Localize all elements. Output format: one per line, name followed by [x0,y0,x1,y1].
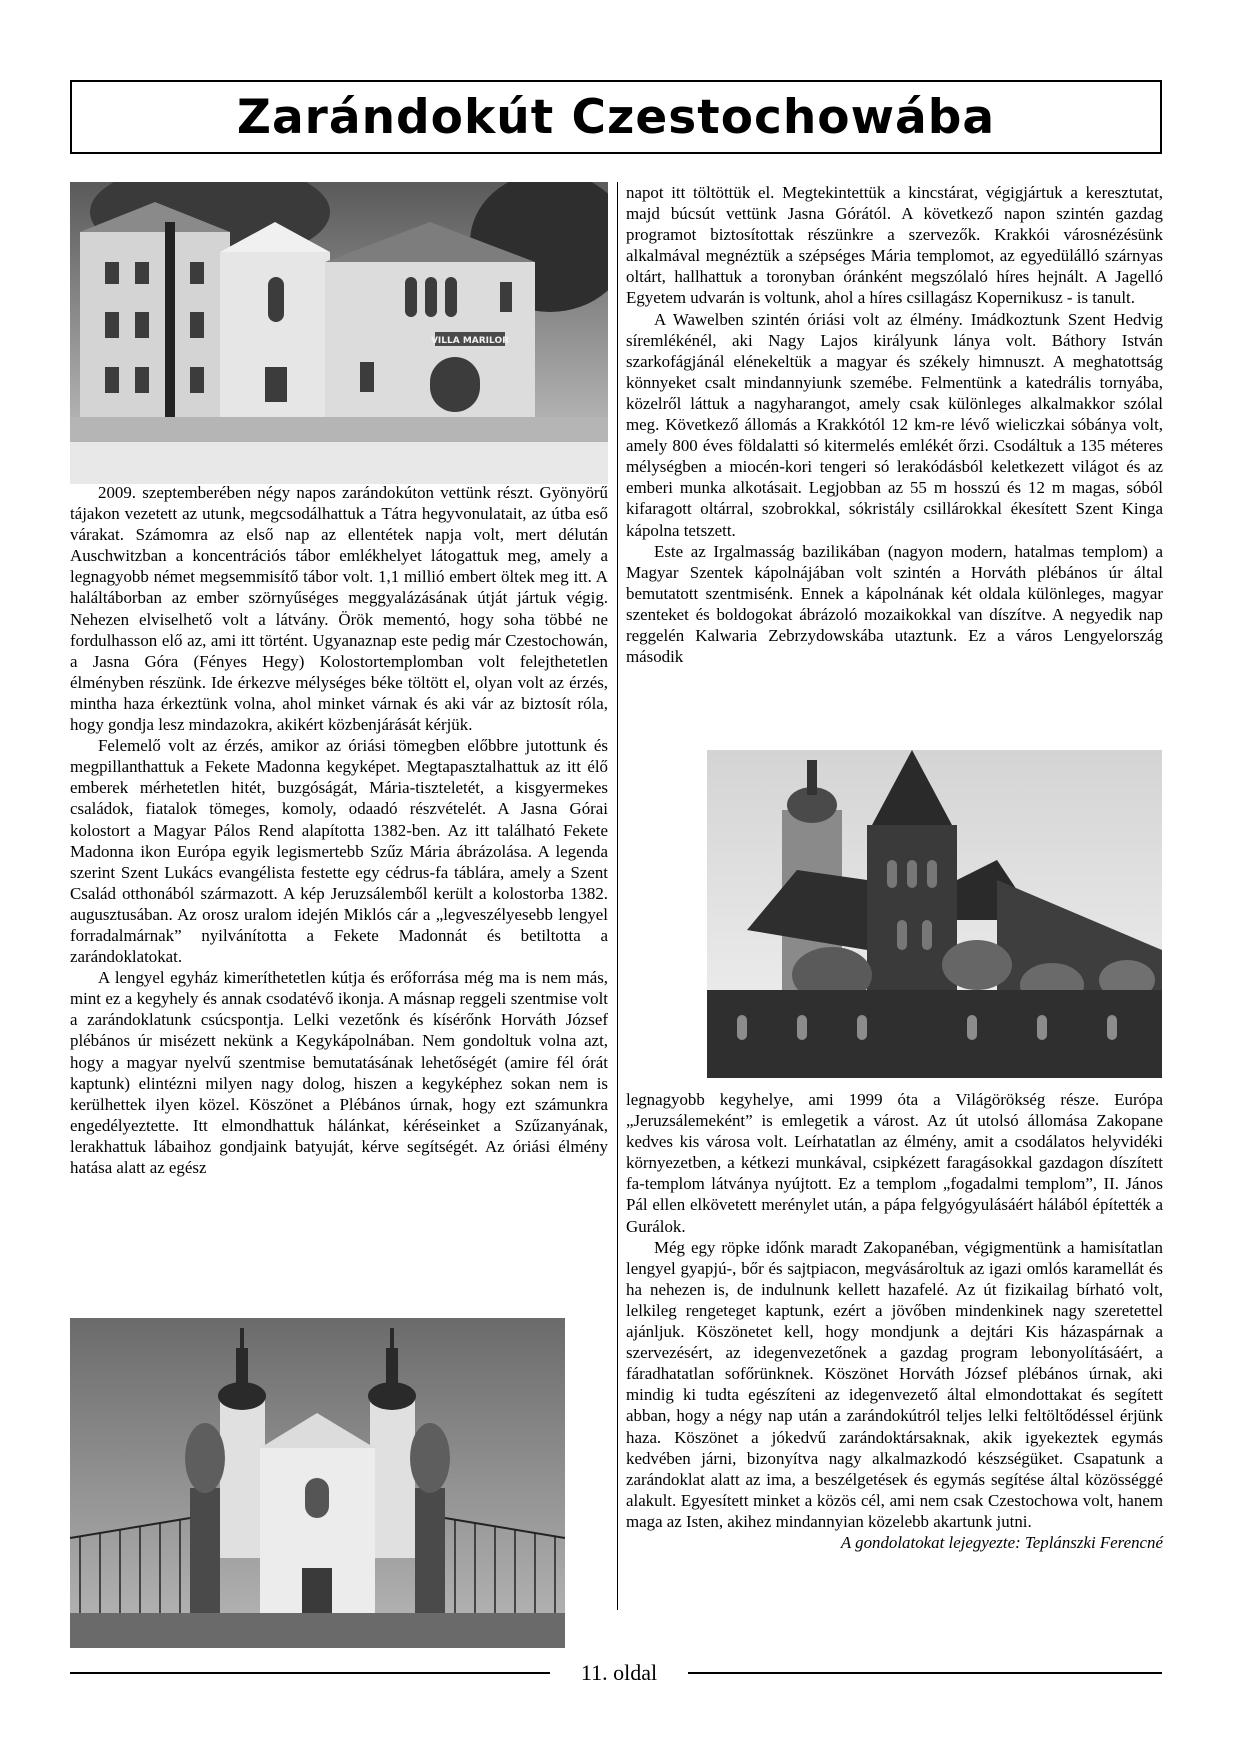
paragraph: napot itt töltöttük el. Megtekintettük a kincstárat, végigjártuk a keresztutat, majd búcsút vettünk Jasna Górától. A következő napon szintén gazdag programot biztosítottak részünkre a szervezők. Krakkói városnézésünk alkalmával megnéztük a szépséges Mária templomot, az egyedülálló szárnyas oltárt, hallhattuk a toronyban óránként megszólaló híres hejnált. A Jagelló Egyetem udvarán is voltunk, ahol a híres csillagász Kopernikusz - is tanult. [626,183,1163,308]
footer-rule-left [70,1672,550,1674]
paragraph: A Wawelben szintén óriási volt az élmény. Imádkoztunk Szent Hedvig síremlékénél, aki Nagy Lajos királyunk lánya volt. Báthory István szarkofágjánál elénekeltük a magyar és székely himnuszt. A meghatottság könnyeket csalt mindannyiunk szemébe. Felmentünk a katedrális tornyába, közelről láttuk a nagyharangot, amely csak különleges alkalmakkor szólal meg. Következő állomás a Krakkótól 12 km-re lévő wieliczkai sóbánya volt, amely 800 éves földalatti só kitermelés emlékét őrzi. Csodáltuk a 135 méteres mélységben a miocén-kori tengeri só lerakódásból keletkezett világot és az emberi munka alkotásait. Legjobban az 55 m hosszú és 12 m magas, sóból kifaragott oltárral, szobrokkal, sókristály csillárokkal ékesített Szent Kinga kápolna tetszett. [626,309,1163,540]
column-divider [617,182,618,1610]
paragraph: Még egy röpke időnk maradt Zakopanéban, végigmentünk a hamisítatlan lengyel gyapjú-, bőr és sajtpiacon, megvásároltuk az igazi omlós karamellát és ha nehezen is, de indulnunk kellett hazafelé. Az út fizikailag bírható volt, lelkileg rengeteget kaptunk, ezért a jövőben mindenkinek nagy szeretettel ajánljuk. Köszönetet kell, hogy mondjunk a dejtári Kis házaspárnak a szervezésért, az idegenvezetőnek a gazdag program lebonyolításáért, a fáradhatatlan sofőrünknek. Köszönet Horváth József plébános úrnak, aki mindig ki tudta egészíteni az idegenvezető által elmondottakat és segített abban, hogy a négy nap után a zarándokútról teljes lelki feltöltődéssel érjünk haza. Köszönet a jókedvű zarándoktársaknak, akik igyekeztek egymás kedvében járni, bizonyítva nagy alkalmazkodó készségüket. Csapatunk a zarándoklat alatt az ima, a beszélgetések és egymás segítése által közösséggé alakult. Egyesített minket a közös cél, ami nem csak Czestochowa volt, hanem maga az Isten, akihez mindannyian közelebb akartunk jutni. [626,1237,1163,1531]
paragraph: A lengyel egyház kimeríthetetlen kútja és erőforrása még ma is nem más, mint ez a kegyhely és annak csodatévő ikonja. A másnap reggeli szentmise volt a zarándoklatunk csúcspontja. Lelki vezetőnk és kísérőnk Horváth József plébános úr misézett nekünk a Kegykápolnában. Nem gondoltuk volna azt, hogy a magyar nyelvű szentmise bemutatásának lehetőségét (amire fél órát kaptunk) elintézni milyen nagy dolog, hiszen a kegyképhez sokan nem is kerülhettek ilyen közel. Köszönet a Plébános úrnak, hogy ezt számunkra engedélyeztette. Itt elmondhattuk hálánkat, kéréseinket a Szűzanyának, lerakhattuk lábaihoz gondjaink batyuját, kérve segítségét. Az óriási élmény hatása alatt az egész [70,968,608,1177]
paragraph: 2009. szeptemberében négy napos zarándokúton vettünk részt. Gyönyörű tájakon vezetett az utunk, megcsodálhattuk a Tátra hegyvonulatait, az útba eső várakat. Számomra az első nap az ellentétek napja volt, mert délután Auschwitzban a koncentrációs tábor emlékhelyet látogattuk meg, amely a legnagyobb német megsemmisítő tábor volt. 1,1 millió embert öltek meg itt. A haláltáborban az ember szörnyűséges meggyalázásának útját jártuk végig. Nehezen elviselhető volt a látvány. Örök mementó, hogy soha többé ne fordulhasson elő az, ami itt történt. Ugyanaznap este pedig már Czestochowán, a Jasna Góra (Fényes Hegy) Kolostortemplomban volt felejthetetlen élményben részünk. Ide érkezve mélységes béke töltött el, olyan volt az érzés, mintha haza érkeztünk volna, ahol minket várnak és aki vár az biztosít róla, hogy gondja lesz mindazokra, akikért közbenjárását kérjük. [70,483,608,735]
left-column-text [70,482,608,1178]
paragraph: Este az Irgalmasság bazilikában (nagyon modern, hatalmas templom) a Magyar Szentek kápolnájában volt szintén a Horváth plébános úr által bemutatott szentmisénk. Ennek a kápolnának két oldala különleges, magyar szenteket és boldogokat ábrázoló mozaikokkal van díszítve. A negyedik nap reggelén Kalwaria Zebrzydowskába utaztunk. Ez a város Lengyelország második [626,541,1163,667]
author-signature: A gondolatokat lejegyezte: Teplánszki Ferencné [840,1532,1163,1552]
villa-photo [70,182,608,484]
paragraph: Felemelő volt az érzés, amikor az óriási tömegben előbbre jutottunk és megpillanthattuk a Fekete Madonna kegyképet. Megtapasztalhattuk az itt élő emberek mérhetetlen hitét, buzgóságát, Mária-tiszteletét, a kisgyermekes családok, fiatalok tömeges, komoly, odaadó részvételét. A Jasna Górai kolostort a Magyar Pálos Rend alapította 1382-ben. Az itt található Fekete Madonna ikon Európa egyik legismertebb Szűz Mária ábrázolása. A legenda szerint Szent Lukács evangélista festette egy cédrus-fa táblára, amely a Szent Család otthonából származott. A kép Jeruzsálemből került a kolostorba 1382. augusztusában. Az orosz uralom idején Miklós cár a „legveszélyesebb lengyel forradalmárnak” nyilvánította a Fekete Madonnát és betiltotta a zarándoklatokat. [70,736,608,967]
church-photo [70,1318,565,1648]
title-box [70,80,1162,154]
wawel-photo [707,750,1162,1078]
right-column-text-top [626,182,1163,667]
page-number: 11. oldal [580,1660,658,1685]
footer-rule-right [688,1672,1162,1674]
right-column-text-bottom [626,1089,1163,1553]
villa-sign-text: VILLA MARILOR [430,336,510,346]
article-title: Zarándokút Czestochowába [236,89,996,145]
paragraph: legnagyobb kegyhelye, ami 1999 óta a Világörökség része. Európa „Jeruzsálemeként” is emlegetik a várost. Az út utolsó állomása Zakopane kedves kis városa volt. Leírhatatlan az élmény, amit a csodálatos helyvidéki környezetben, a kétkezi munkával, csipkézett faragásokkal gazdagon díszített fa-templom látványa nyújtott. Ez a templom „fogadalmi templom”, II. János Pál ellen elkövetett merénylet után, a pápa felgyógyulásáért hálából építették a Gurálok. [626,1090,1163,1236]
